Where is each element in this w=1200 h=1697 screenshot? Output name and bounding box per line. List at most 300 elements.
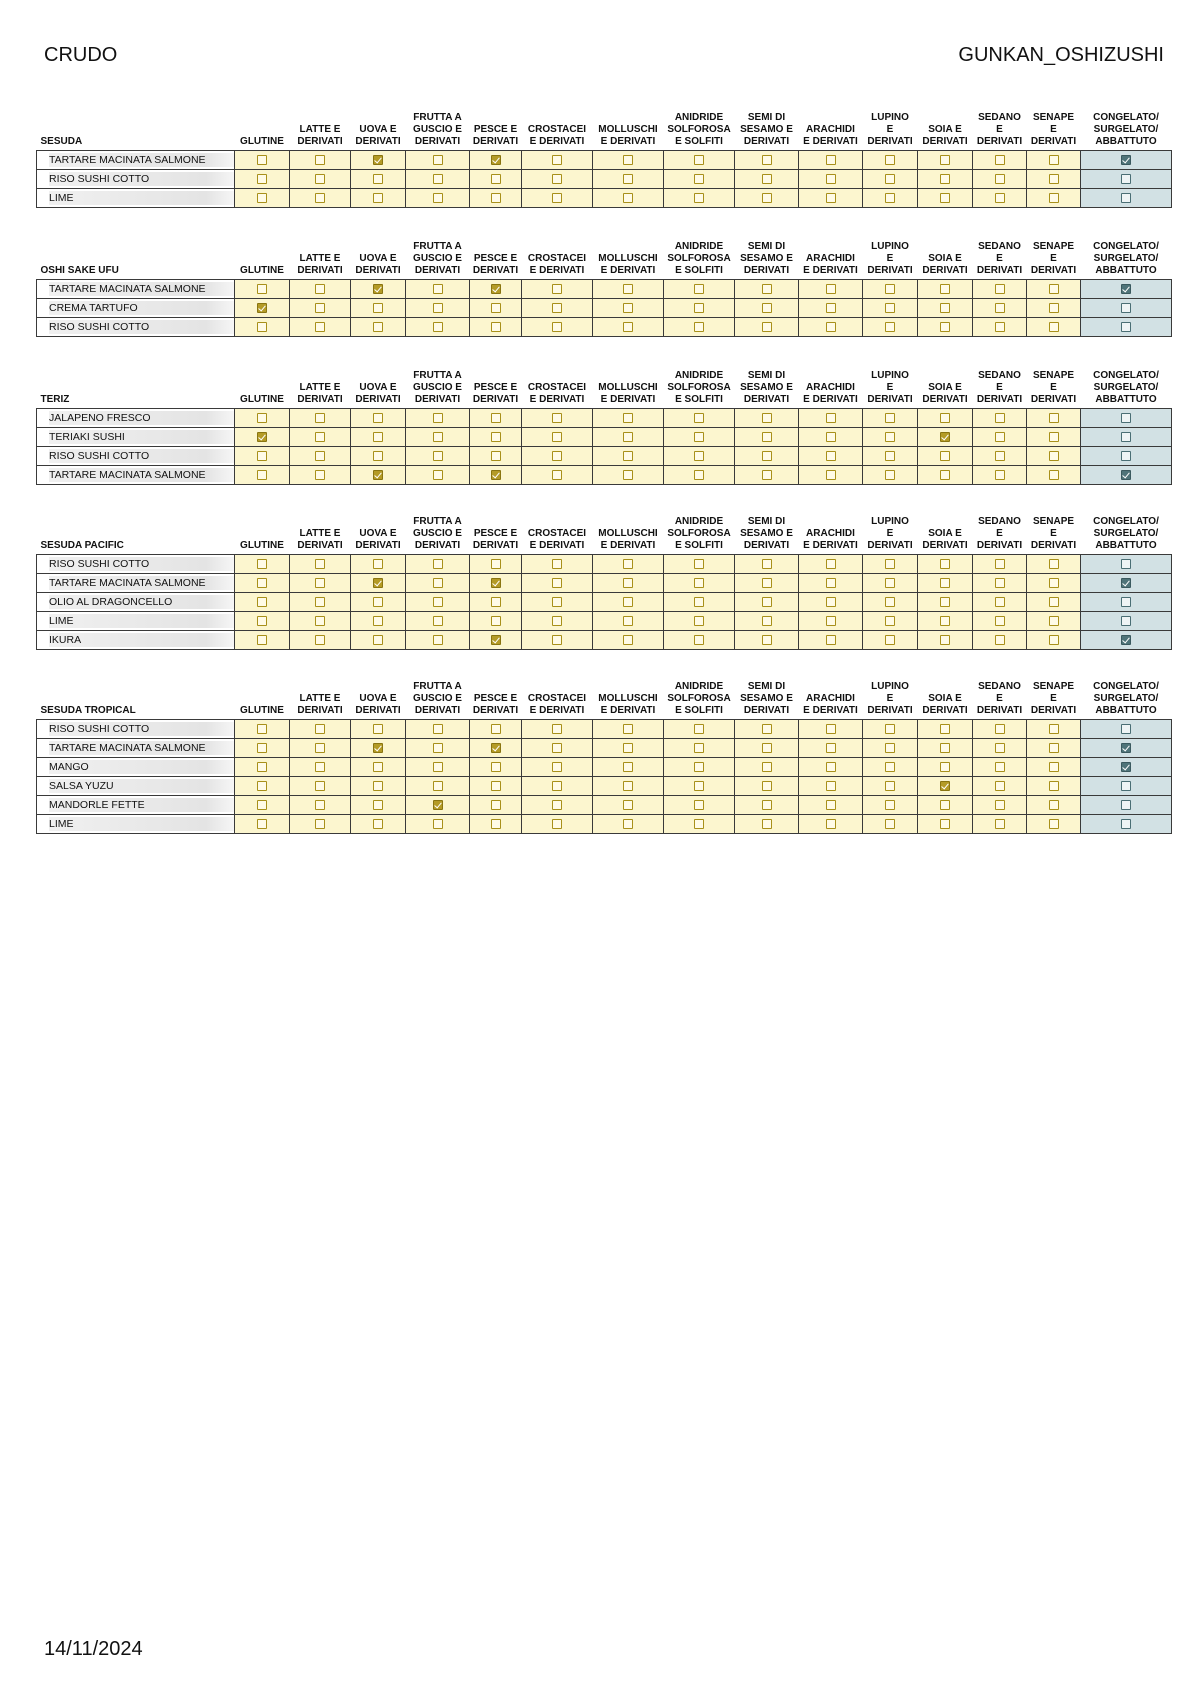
unchecked-checkbox[interactable] <box>552 800 562 810</box>
unchecked-checkbox[interactable] <box>623 470 633 480</box>
unchecked-checkbox[interactable] <box>257 559 267 569</box>
unchecked-checkbox[interactable] <box>623 743 633 753</box>
unchecked-checkbox[interactable] <box>257 284 267 294</box>
unchecked-checkbox[interactable] <box>694 616 704 626</box>
unchecked-checkbox[interactable] <box>694 743 704 753</box>
unchecked-checkbox[interactable] <box>995 781 1005 791</box>
unchecked-checkbox[interactable] <box>885 800 895 810</box>
unchecked-checkbox[interactable] <box>257 413 267 423</box>
unchecked-checkbox[interactable] <box>623 578 633 588</box>
unchecked-checkbox[interactable] <box>885 559 895 569</box>
unchecked-checkbox[interactable] <box>1049 432 1059 442</box>
unchecked-checkbox[interactable] <box>762 451 772 461</box>
unchecked-checkbox[interactable] <box>433 451 443 461</box>
checked-checkbox[interactable] <box>491 470 501 480</box>
unchecked-checkbox[interactable] <box>623 193 633 203</box>
checked-checkbox[interactable] <box>373 743 383 753</box>
unchecked-checkbox[interactable] <box>1049 724 1059 734</box>
unchecked-checkbox[interactable] <box>694 635 704 645</box>
unchecked-checkbox[interactable] <box>940 800 950 810</box>
unchecked-checkbox[interactable] <box>885 743 895 753</box>
unchecked-checkbox[interactable] <box>315 819 325 829</box>
checked-checkbox[interactable] <box>1121 743 1131 753</box>
unchecked-checkbox[interactable] <box>1049 413 1059 423</box>
unchecked-checkbox[interactable] <box>826 284 836 294</box>
checked-checkbox[interactable] <box>373 470 383 480</box>
unchecked-checkbox[interactable] <box>1049 155 1059 165</box>
unchecked-checkbox[interactable] <box>762 743 772 753</box>
unchecked-checkbox[interactable] <box>315 781 325 791</box>
unchecked-checkbox[interactable] <box>940 322 950 332</box>
unchecked-checkbox[interactable] <box>315 743 325 753</box>
unchecked-checkbox[interactable] <box>1121 559 1131 569</box>
unchecked-checkbox[interactable] <box>940 193 950 203</box>
unchecked-checkbox[interactable] <box>826 451 836 461</box>
unchecked-checkbox[interactable] <box>826 193 836 203</box>
unchecked-checkbox[interactable] <box>1049 303 1059 313</box>
unchecked-checkbox[interactable] <box>995 800 1005 810</box>
unchecked-checkbox[interactable] <box>315 322 325 332</box>
unchecked-checkbox[interactable] <box>885 284 895 294</box>
unchecked-checkbox[interactable] <box>762 616 772 626</box>
unchecked-checkbox[interactable] <box>1121 174 1131 184</box>
unchecked-checkbox[interactable] <box>940 578 950 588</box>
checked-checkbox[interactable] <box>940 781 950 791</box>
unchecked-checkbox[interactable] <box>762 781 772 791</box>
unchecked-checkbox[interactable] <box>552 470 562 480</box>
checked-checkbox[interactable] <box>373 284 383 294</box>
unchecked-checkbox[interactable] <box>995 451 1005 461</box>
unchecked-checkbox[interactable] <box>885 470 895 480</box>
unchecked-checkbox[interactable] <box>491 303 501 313</box>
unchecked-checkbox[interactable] <box>257 193 267 203</box>
unchecked-checkbox[interactable] <box>491 597 501 607</box>
unchecked-checkbox[interactable] <box>623 781 633 791</box>
unchecked-checkbox[interactable] <box>257 819 267 829</box>
unchecked-checkbox[interactable] <box>315 284 325 294</box>
unchecked-checkbox[interactable] <box>885 193 895 203</box>
unchecked-checkbox[interactable] <box>315 155 325 165</box>
unchecked-checkbox[interactable] <box>315 597 325 607</box>
checked-checkbox[interactable] <box>491 578 501 588</box>
checked-checkbox[interactable] <box>940 432 950 442</box>
checked-checkbox[interactable] <box>257 432 267 442</box>
unchecked-checkbox[interactable] <box>623 616 633 626</box>
unchecked-checkbox[interactable] <box>552 303 562 313</box>
unchecked-checkbox[interactable] <box>315 800 325 810</box>
unchecked-checkbox[interactable] <box>826 155 836 165</box>
unchecked-checkbox[interactable] <box>373 193 383 203</box>
unchecked-checkbox[interactable] <box>433 743 443 753</box>
unchecked-checkbox[interactable] <box>995 413 1005 423</box>
unchecked-checkbox[interactable] <box>433 559 443 569</box>
unchecked-checkbox[interactable] <box>1049 193 1059 203</box>
unchecked-checkbox[interactable] <box>491 781 501 791</box>
unchecked-checkbox[interactable] <box>762 724 772 734</box>
checked-checkbox[interactable] <box>257 303 267 313</box>
unchecked-checkbox[interactable] <box>826 413 836 423</box>
unchecked-checkbox[interactable] <box>1049 470 1059 480</box>
unchecked-checkbox[interactable] <box>694 724 704 734</box>
unchecked-checkbox[interactable] <box>694 451 704 461</box>
unchecked-checkbox[interactable] <box>433 432 443 442</box>
checked-checkbox[interactable] <box>1121 762 1131 772</box>
unchecked-checkbox[interactable] <box>1121 800 1131 810</box>
unchecked-checkbox[interactable] <box>552 451 562 461</box>
unchecked-checkbox[interactable] <box>552 819 562 829</box>
unchecked-checkbox[interactable] <box>1049 597 1059 607</box>
unchecked-checkbox[interactable] <box>940 762 950 772</box>
unchecked-checkbox[interactable] <box>315 635 325 645</box>
checked-checkbox[interactable] <box>1121 635 1131 645</box>
checked-checkbox[interactable] <box>491 635 501 645</box>
unchecked-checkbox[interactable] <box>762 635 772 645</box>
unchecked-checkbox[interactable] <box>491 819 501 829</box>
unchecked-checkbox[interactable] <box>433 413 443 423</box>
unchecked-checkbox[interactable] <box>885 303 895 313</box>
unchecked-checkbox[interactable] <box>940 743 950 753</box>
unchecked-checkbox[interactable] <box>373 413 383 423</box>
unchecked-checkbox[interactable] <box>1049 616 1059 626</box>
unchecked-checkbox[interactable] <box>373 451 383 461</box>
unchecked-checkbox[interactable] <box>1121 781 1131 791</box>
unchecked-checkbox[interactable] <box>552 616 562 626</box>
unchecked-checkbox[interactable] <box>257 451 267 461</box>
unchecked-checkbox[interactable] <box>623 597 633 607</box>
unchecked-checkbox[interactable] <box>433 303 443 313</box>
unchecked-checkbox[interactable] <box>552 724 562 734</box>
unchecked-checkbox[interactable] <box>1121 303 1131 313</box>
unchecked-checkbox[interactable] <box>995 174 1005 184</box>
unchecked-checkbox[interactable] <box>257 762 267 772</box>
unchecked-checkbox[interactable] <box>826 174 836 184</box>
unchecked-checkbox[interactable] <box>694 174 704 184</box>
unchecked-checkbox[interactable] <box>1121 413 1131 423</box>
unchecked-checkbox[interactable] <box>995 193 1005 203</box>
unchecked-checkbox[interactable] <box>940 616 950 626</box>
unchecked-checkbox[interactable] <box>694 193 704 203</box>
unchecked-checkbox[interactable] <box>433 597 443 607</box>
unchecked-checkbox[interactable] <box>1121 451 1131 461</box>
unchecked-checkbox[interactable] <box>623 762 633 772</box>
unchecked-checkbox[interactable] <box>885 635 895 645</box>
unchecked-checkbox[interactable] <box>1121 597 1131 607</box>
unchecked-checkbox[interactable] <box>623 155 633 165</box>
unchecked-checkbox[interactable] <box>1049 284 1059 294</box>
unchecked-checkbox[interactable] <box>762 284 772 294</box>
unchecked-checkbox[interactable] <box>762 800 772 810</box>
unchecked-checkbox[interactable] <box>623 322 633 332</box>
unchecked-checkbox[interactable] <box>552 559 562 569</box>
unchecked-checkbox[interactable] <box>257 155 267 165</box>
unchecked-checkbox[interactable] <box>257 781 267 791</box>
unchecked-checkbox[interactable] <box>826 800 836 810</box>
unchecked-checkbox[interactable] <box>623 303 633 313</box>
unchecked-checkbox[interactable] <box>995 303 1005 313</box>
unchecked-checkbox[interactable] <box>762 303 772 313</box>
unchecked-checkbox[interactable] <box>433 781 443 791</box>
unchecked-checkbox[interactable] <box>433 724 443 734</box>
unchecked-checkbox[interactable] <box>694 413 704 423</box>
unchecked-checkbox[interactable] <box>1121 616 1131 626</box>
unchecked-checkbox[interactable] <box>623 724 633 734</box>
unchecked-checkbox[interactable] <box>940 284 950 294</box>
unchecked-checkbox[interactable] <box>1049 322 1059 332</box>
unchecked-checkbox[interactable] <box>623 451 633 461</box>
unchecked-checkbox[interactable] <box>552 174 562 184</box>
unchecked-checkbox[interactable] <box>552 743 562 753</box>
unchecked-checkbox[interactable] <box>826 597 836 607</box>
checked-checkbox[interactable] <box>433 800 443 810</box>
unchecked-checkbox[interactable] <box>623 800 633 810</box>
unchecked-checkbox[interactable] <box>433 578 443 588</box>
unchecked-checkbox[interactable] <box>826 635 836 645</box>
unchecked-checkbox[interactable] <box>694 559 704 569</box>
unchecked-checkbox[interactable] <box>694 597 704 607</box>
unchecked-checkbox[interactable] <box>1049 559 1059 569</box>
unchecked-checkbox[interactable] <box>940 635 950 645</box>
unchecked-checkbox[interactable] <box>995 724 1005 734</box>
unchecked-checkbox[interactable] <box>315 303 325 313</box>
unchecked-checkbox[interactable] <box>940 470 950 480</box>
unchecked-checkbox[interactable] <box>885 781 895 791</box>
unchecked-checkbox[interactable] <box>762 559 772 569</box>
unchecked-checkbox[interactable] <box>1049 819 1059 829</box>
unchecked-checkbox[interactable] <box>491 616 501 626</box>
unchecked-checkbox[interactable] <box>491 724 501 734</box>
unchecked-checkbox[interactable] <box>257 174 267 184</box>
unchecked-checkbox[interactable] <box>885 174 895 184</box>
unchecked-checkbox[interactable] <box>762 322 772 332</box>
unchecked-checkbox[interactable] <box>826 762 836 772</box>
unchecked-checkbox[interactable] <box>433 616 443 626</box>
unchecked-checkbox[interactable] <box>552 635 562 645</box>
unchecked-checkbox[interactable] <box>694 781 704 791</box>
unchecked-checkbox[interactable] <box>1049 635 1059 645</box>
unchecked-checkbox[interactable] <box>1049 578 1059 588</box>
unchecked-checkbox[interactable] <box>885 724 895 734</box>
unchecked-checkbox[interactable] <box>257 616 267 626</box>
unchecked-checkbox[interactable] <box>373 432 383 442</box>
unchecked-checkbox[interactable] <box>373 724 383 734</box>
unchecked-checkbox[interactable] <box>694 322 704 332</box>
unchecked-checkbox[interactable] <box>940 559 950 569</box>
unchecked-checkbox[interactable] <box>491 559 501 569</box>
unchecked-checkbox[interactable] <box>315 174 325 184</box>
unchecked-checkbox[interactable] <box>491 762 501 772</box>
unchecked-checkbox[interactable] <box>1121 193 1131 203</box>
unchecked-checkbox[interactable] <box>1049 451 1059 461</box>
checked-checkbox[interactable] <box>373 155 383 165</box>
unchecked-checkbox[interactable] <box>995 155 1005 165</box>
unchecked-checkbox[interactable] <box>885 578 895 588</box>
unchecked-checkbox[interactable] <box>373 762 383 772</box>
unchecked-checkbox[interactable] <box>433 174 443 184</box>
unchecked-checkbox[interactable] <box>826 743 836 753</box>
unchecked-checkbox[interactable] <box>373 322 383 332</box>
unchecked-checkbox[interactable] <box>373 781 383 791</box>
unchecked-checkbox[interactable] <box>826 724 836 734</box>
unchecked-checkbox[interactable] <box>940 451 950 461</box>
unchecked-checkbox[interactable] <box>433 284 443 294</box>
unchecked-checkbox[interactable] <box>762 470 772 480</box>
unchecked-checkbox[interactable] <box>257 322 267 332</box>
unchecked-checkbox[interactable] <box>940 413 950 423</box>
unchecked-checkbox[interactable] <box>623 413 633 423</box>
unchecked-checkbox[interactable] <box>885 155 895 165</box>
unchecked-checkbox[interactable] <box>885 819 895 829</box>
unchecked-checkbox[interactable] <box>433 635 443 645</box>
unchecked-checkbox[interactable] <box>694 578 704 588</box>
unchecked-checkbox[interactable] <box>885 322 895 332</box>
unchecked-checkbox[interactable] <box>315 470 325 480</box>
unchecked-checkbox[interactable] <box>762 155 772 165</box>
unchecked-checkbox[interactable] <box>1049 762 1059 772</box>
unchecked-checkbox[interactable] <box>623 432 633 442</box>
unchecked-checkbox[interactable] <box>995 578 1005 588</box>
unchecked-checkbox[interactable] <box>373 597 383 607</box>
unchecked-checkbox[interactable] <box>940 155 950 165</box>
unchecked-checkbox[interactable] <box>762 193 772 203</box>
unchecked-checkbox[interactable] <box>694 800 704 810</box>
unchecked-checkbox[interactable] <box>373 559 383 569</box>
unchecked-checkbox[interactable] <box>995 635 1005 645</box>
unchecked-checkbox[interactable] <box>491 322 501 332</box>
unchecked-checkbox[interactable] <box>940 724 950 734</box>
unchecked-checkbox[interactable] <box>373 819 383 829</box>
unchecked-checkbox[interactable] <box>623 635 633 645</box>
unchecked-checkbox[interactable] <box>826 781 836 791</box>
unchecked-checkbox[interactable] <box>885 451 895 461</box>
unchecked-checkbox[interactable] <box>826 578 836 588</box>
unchecked-checkbox[interactable] <box>433 322 443 332</box>
unchecked-checkbox[interactable] <box>995 597 1005 607</box>
unchecked-checkbox[interactable] <box>552 578 562 588</box>
unchecked-checkbox[interactable] <box>995 432 1005 442</box>
unchecked-checkbox[interactable] <box>315 616 325 626</box>
unchecked-checkbox[interactable] <box>373 635 383 645</box>
unchecked-checkbox[interactable] <box>552 193 562 203</box>
unchecked-checkbox[interactable] <box>694 284 704 294</box>
unchecked-checkbox[interactable] <box>315 559 325 569</box>
unchecked-checkbox[interactable] <box>315 578 325 588</box>
checked-checkbox[interactable] <box>491 284 501 294</box>
unchecked-checkbox[interactable] <box>552 322 562 332</box>
unchecked-checkbox[interactable] <box>373 616 383 626</box>
unchecked-checkbox[interactable] <box>1049 174 1059 184</box>
unchecked-checkbox[interactable] <box>315 432 325 442</box>
unchecked-checkbox[interactable] <box>885 762 895 772</box>
checked-checkbox[interactable] <box>1121 470 1131 480</box>
unchecked-checkbox[interactable] <box>995 470 1005 480</box>
unchecked-checkbox[interactable] <box>373 303 383 313</box>
unchecked-checkbox[interactable] <box>995 322 1005 332</box>
unchecked-checkbox[interactable] <box>433 193 443 203</box>
unchecked-checkbox[interactable] <box>694 155 704 165</box>
unchecked-checkbox[interactable] <box>762 597 772 607</box>
unchecked-checkbox[interactable] <box>1121 724 1131 734</box>
unchecked-checkbox[interactable] <box>885 432 895 442</box>
unchecked-checkbox[interactable] <box>552 432 562 442</box>
unchecked-checkbox[interactable] <box>826 303 836 313</box>
unchecked-checkbox[interactable] <box>826 819 836 829</box>
unchecked-checkbox[interactable] <box>552 413 562 423</box>
unchecked-checkbox[interactable] <box>552 597 562 607</box>
unchecked-checkbox[interactable] <box>257 743 267 753</box>
unchecked-checkbox[interactable] <box>433 762 443 772</box>
unchecked-checkbox[interactable] <box>315 762 325 772</box>
unchecked-checkbox[interactable] <box>995 762 1005 772</box>
unchecked-checkbox[interactable] <box>1049 743 1059 753</box>
unchecked-checkbox[interactable] <box>257 470 267 480</box>
unchecked-checkbox[interactable] <box>257 578 267 588</box>
unchecked-checkbox[interactable] <box>257 724 267 734</box>
unchecked-checkbox[interactable] <box>694 762 704 772</box>
unchecked-checkbox[interactable] <box>995 284 1005 294</box>
unchecked-checkbox[interactable] <box>826 470 836 480</box>
unchecked-checkbox[interactable] <box>885 597 895 607</box>
unchecked-checkbox[interactable] <box>762 432 772 442</box>
unchecked-checkbox[interactable] <box>762 762 772 772</box>
unchecked-checkbox[interactable] <box>491 193 501 203</box>
unchecked-checkbox[interactable] <box>1121 432 1131 442</box>
unchecked-checkbox[interactable] <box>826 322 836 332</box>
checked-checkbox[interactable] <box>1121 284 1131 294</box>
unchecked-checkbox[interactable] <box>491 413 501 423</box>
unchecked-checkbox[interactable] <box>940 819 950 829</box>
unchecked-checkbox[interactable] <box>940 174 950 184</box>
unchecked-checkbox[interactable] <box>762 578 772 588</box>
unchecked-checkbox[interactable] <box>694 470 704 480</box>
unchecked-checkbox[interactable] <box>826 432 836 442</box>
unchecked-checkbox[interactable] <box>491 800 501 810</box>
unchecked-checkbox[interactable] <box>995 743 1005 753</box>
unchecked-checkbox[interactable] <box>433 819 443 829</box>
unchecked-checkbox[interactable] <box>762 819 772 829</box>
unchecked-checkbox[interactable] <box>315 451 325 461</box>
unchecked-checkbox[interactable] <box>552 762 562 772</box>
unchecked-checkbox[interactable] <box>623 819 633 829</box>
unchecked-checkbox[interactable] <box>762 413 772 423</box>
unchecked-checkbox[interactable] <box>552 155 562 165</box>
checked-checkbox[interactable] <box>1121 155 1131 165</box>
unchecked-checkbox[interactable] <box>1121 322 1131 332</box>
unchecked-checkbox[interactable] <box>257 800 267 810</box>
unchecked-checkbox[interactable] <box>826 559 836 569</box>
unchecked-checkbox[interactable] <box>623 284 633 294</box>
unchecked-checkbox[interactable] <box>373 174 383 184</box>
unchecked-checkbox[interactable] <box>995 819 1005 829</box>
unchecked-checkbox[interactable] <box>257 635 267 645</box>
unchecked-checkbox[interactable] <box>940 303 950 313</box>
unchecked-checkbox[interactable] <box>552 284 562 294</box>
unchecked-checkbox[interactable] <box>940 597 950 607</box>
unchecked-checkbox[interactable] <box>885 616 895 626</box>
unchecked-checkbox[interactable] <box>373 800 383 810</box>
checked-checkbox[interactable] <box>491 155 501 165</box>
unchecked-checkbox[interactable] <box>762 174 772 184</box>
unchecked-checkbox[interactable] <box>826 616 836 626</box>
unchecked-checkbox[interactable] <box>885 413 895 423</box>
unchecked-checkbox[interactable] <box>623 174 633 184</box>
unchecked-checkbox[interactable] <box>1049 800 1059 810</box>
unchecked-checkbox[interactable] <box>491 174 501 184</box>
unchecked-checkbox[interactable] <box>694 819 704 829</box>
unchecked-checkbox[interactable] <box>1121 819 1131 829</box>
checked-checkbox[interactable] <box>1121 578 1131 588</box>
checked-checkbox[interactable] <box>373 578 383 588</box>
unchecked-checkbox[interactable] <box>315 193 325 203</box>
